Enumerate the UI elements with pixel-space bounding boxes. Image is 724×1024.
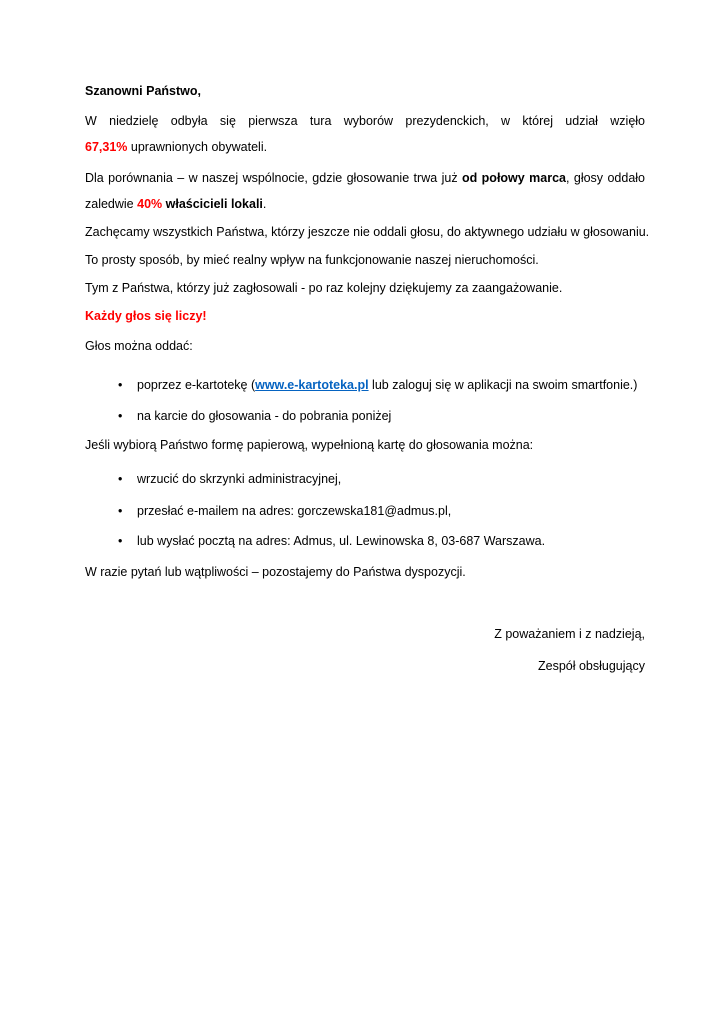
paragraph-comparison — [85, 165, 645, 217]
closing-block — [85, 621, 645, 679]
letter-body — [85, 78, 650, 679]
since-mid-march-text: od połowy marca — [461, 171, 566, 185]
owners-text: właścicieli lokali — [162, 197, 263, 211]
paper-option-email: • przesłać e-mailem na adres: gorczewska181@admus.pl, — [85, 498, 645, 524]
ekartoteka-link[interactable]: www.e-kartoteka.pl — [255, 378, 369, 392]
vote-options-list — [85, 372, 645, 429]
intro-line2-rest: uprawnionych obywateli. — [127, 140, 268, 154]
comparison-line2 — [85, 191, 645, 217]
vote-option-paper-card: • na karcie do głosowania - do pobrania poniżej — [85, 403, 645, 429]
option1-pre-text: poprzez e-kartotekę ( — [137, 378, 256, 392]
intro-line1: W niedzielę odbyła się pierwsza tura wyborów prezydenckich, w której udział wzięło — [85, 114, 645, 128]
closing-salutation: Z poważaniem i z nadzieją, — [494, 627, 645, 641]
paragraph-simple-way: To prosty sposób, by mieć realny wpływ na funkcjonowanie naszej nieruchomości. — [85, 253, 539, 267]
paper-option-adminbox: • wrzucić do skrzynki administracyjnej, — [85, 466, 645, 492]
paragraph-intro — [85, 108, 645, 160]
paragraph-encourage: Zachęcamy wszystkich Państwa, którzy jeszcze nie oddali głosu, do aktywnego udziału w głosowaniu. — [85, 225, 650, 239]
turnout-percentage: 67,31% — [85, 140, 128, 154]
paper-options-list — [85, 466, 645, 554]
how-to-vote-heading: Głos można oddać: — [85, 339, 193, 353]
paper-option-post: • lub wysłać pocztą na adres: Admus, ul. Lewinowska 8, 03-687 Warszawa. — [85, 528, 645, 554]
paper-form-heading: Jeśli wybiorą Państwo formę papierową, wypełnioną kartę do głosowania można: — [85, 438, 534, 452]
every-vote-counts: Każdy głos się liczy! — [85, 309, 207, 323]
closing-signature: Zespół obsługujący — [537, 659, 645, 673]
paragraph-questions: W razie pytań lub wątpliwości – pozostajemy do Państwa dyspozycji. — [85, 565, 466, 579]
greeting: Szanowni Państwo, — [85, 84, 201, 98]
comparison-line1-text: Dla porównania – w naszej wspólnocie, gdzie głosowanie trwa już — [85, 171, 462, 185]
community-percentage: 40% — [137, 197, 163, 211]
option1-post-text: lub zaloguj się w aplikacji na swoim smartfonie.) — [368, 378, 638, 392]
paragraph-thanks: Tym z Państwa, którzy już zagłosowali - po raz kolejny dziękujemy za zaangażowanie. — [85, 281, 563, 295]
comparison-line1 — [85, 165, 645, 191]
intro-line2 — [85, 134, 645, 160]
comparison-line2-start: zaledwie — [85, 197, 138, 211]
comparison-line2-period: . — [262, 197, 267, 211]
vote-option-ekartoteka — [85, 372, 645, 398]
comparison-line1-end: , głosy oddało — [565, 171, 646, 185]
